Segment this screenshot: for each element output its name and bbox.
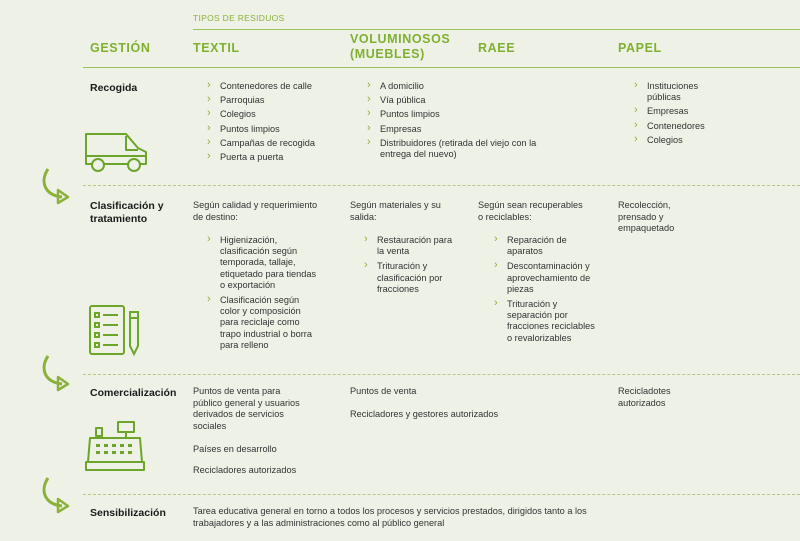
- list-item: › Vía pública: [365, 95, 545, 106]
- comercializacion-papel-text: Recicladotes autorizados: [618, 386, 671, 408]
- clasificacion-voluminosos-intro: Según materiales y su salida:: [350, 200, 441, 222]
- list-item: › Puerta a puerta: [205, 152, 345, 163]
- list-item: › Restauración para la venta: [362, 235, 457, 257]
- clasificacion-textil-intro: Según calidad y requerimiento de destino:: [193, 200, 318, 222]
- clasificacion-raee-list: [492, 235, 597, 348]
- recogida-papel-list: [632, 81, 732, 149]
- list-item: › Trituración y separación por fracciones reciclables o revalorizables: [492, 299, 597, 344]
- row-label-sensibilizacion: Sensibilización: [90, 507, 166, 519]
- header-voluminosos: VOLUMINOSOS (MUEBLES): [350, 32, 451, 61]
- header-gestion: GESTIÓN: [90, 41, 151, 55]
- divider: [83, 185, 800, 186]
- list-item: › Instituciones públicas: [632, 81, 732, 103]
- comercializacion-textil-3: Recicladores autorizados: [193, 465, 297, 475]
- checklist-icon: [86, 302, 144, 358]
- list-item: › Puntos limpios: [205, 124, 345, 135]
- list-item: › Parroquias: [205, 95, 345, 106]
- clasificacion-papel-text: Recolección, prensado y empaquetado: [618, 200, 675, 233]
- comercializacion-voluminosos-1: Puntos de venta: [350, 386, 417, 396]
- list-item: › Empresas: [632, 106, 732, 117]
- list-item: › Reparación de aparatos: [492, 235, 597, 257]
- list-item: › Contenedores: [632, 121, 732, 132]
- list-item: › Campañas de recogida: [205, 138, 345, 149]
- list-item: › Trituración y clasificación por fracciones: [362, 261, 457, 295]
- divider: [83, 374, 800, 375]
- curved-arrow-icon: [38, 352, 78, 392]
- clasificacion-textil-list: [205, 235, 320, 355]
- recogida-textil-list: [205, 81, 345, 166]
- comercializacion-textil-2: Países en desarrollo: [193, 444, 277, 454]
- header-rule: [83, 67, 800, 68]
- list-item: › Distribuidores (retirada del viejo con la entrega del nuevo): [365, 138, 545, 160]
- row-label-recogida: Recogida: [90, 82, 138, 94]
- van-icon: [80, 126, 150, 174]
- list-item: › Descontaminación y aprovechamiento de piezas: [492, 261, 597, 295]
- list-item: › A domicilio: [365, 81, 545, 92]
- row-label-clasificacion: Clasificación y tratamiento: [90, 200, 164, 225]
- list-item: › Clasificación según color y composición para reciclaje como trapo industrial o borra para relleno: [205, 295, 320, 351]
- row-label-comercializacion: Comercialización: [90, 387, 177, 399]
- list-item: › Contenedores de calle: [205, 81, 345, 92]
- list-item: › Higienización, clasificación según temporada, tallaje, etiquetado para tiendas o exportación: [205, 235, 320, 291]
- list-item: › Empresas: [365, 124, 545, 135]
- comercializacion-textil-1: Puntos de venta para público general y usuarios derivados de servicios sociales: [193, 386, 300, 431]
- curved-arrow-icon: [38, 165, 78, 205]
- divider: [83, 494, 800, 495]
- supertitle-rule: [193, 29, 800, 30]
- list-item: › Colegios: [205, 109, 345, 120]
- clasificacion-raee-intro: Según sean recuperables o reciclables:: [478, 200, 583, 222]
- sensibilizacion-text: Tarea educativa general en torno a todos los procesos y servicios prestados, dirigidos tanto a los trabajadores y a las administraciones como al público general: [193, 506, 587, 528]
- recogida-voluminosos-list: [365, 81, 545, 163]
- list-item: › Puntos limpios: [365, 109, 545, 120]
- header-textil: TEXTIL: [193, 41, 240, 55]
- header-papel: PAPEL: [618, 41, 662, 55]
- curved-arrow-icon: [38, 474, 78, 514]
- list-item: › Colegios: [632, 135, 732, 146]
- clasificacion-voluminosos-list: [362, 235, 457, 299]
- supertitle: TIPOS DE RESIDUOS: [193, 13, 285, 23]
- comercializacion-voluminosos-2: Recicladores y gestores autorizados: [350, 409, 499, 419]
- cash-register-icon: [84, 418, 146, 474]
- header-raee: RAEE: [478, 41, 516, 55]
